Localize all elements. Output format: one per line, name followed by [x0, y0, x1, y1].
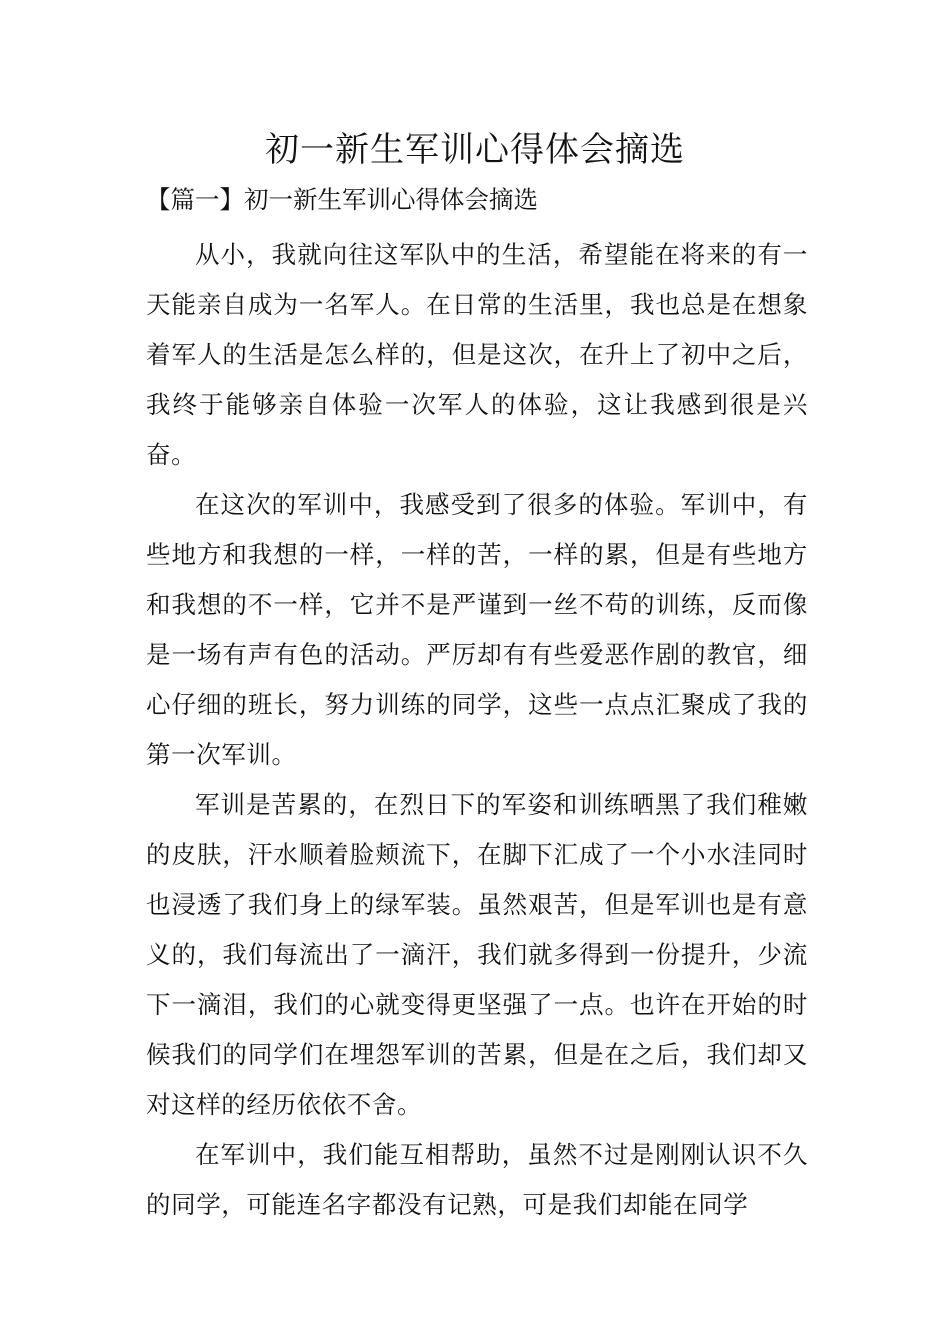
document-body [146, 230, 808, 1230]
paragraph-2: 在这次的军训中，我感受到了很多的体验。军训中，有些地方和我想的一样，一样的苦，一样的累，但是有些地方和我想的不一样，它并不是严谨到一丝不苟的训练，反而像是一场有声有色的活动。严厉却有有些爱恶作剧的教官，细心仔细的班长，努力训练的同学，这些一点点汇聚成了我的第一次军训。 [146, 490, 808, 769]
paragraph-3: 军训是苦累的，在烈日下的军姿和训练晒黑了我们稚嫩的皮肤，汗水顺着脸颊流下，在脚下汇成了一个小水洼同时也浸透了我们身上的绿军装。虽然艰苦，但是军训也是有意义的，我们每流出了一滴汗，我们就多得到一份提升，少流下一滴泪，我们的心就变得更坚强了一点。也许在开始的时候我们的同学们在埋怨军训的苦累，但是在之后，我们却又对这样的经历依依不舍。 [146, 790, 808, 1119]
document-title: 初一新生军训心得体会摘选 [265, 130, 685, 170]
section-heading: 【篇一】初一新生军训心得体会摘选 [146, 185, 538, 214]
paragraph-1: 从小，我就向往这军队中的生活，希望能在将来的有一天能亲自成为一名军人。在日常的生活里，我也总是在想象着军人的生活是怎么样的，但是这次，在升上了初中之后，我终于能够亲自体验一次军人的体验，这让我感到很是兴奋。 [146, 240, 808, 469]
paragraph-4: 在军训中，我们能互相帮助，虽然不过是刚刚认识不久的同学，可能连名字都没有记熟，可是我们却能在同学 [146, 1140, 808, 1219]
